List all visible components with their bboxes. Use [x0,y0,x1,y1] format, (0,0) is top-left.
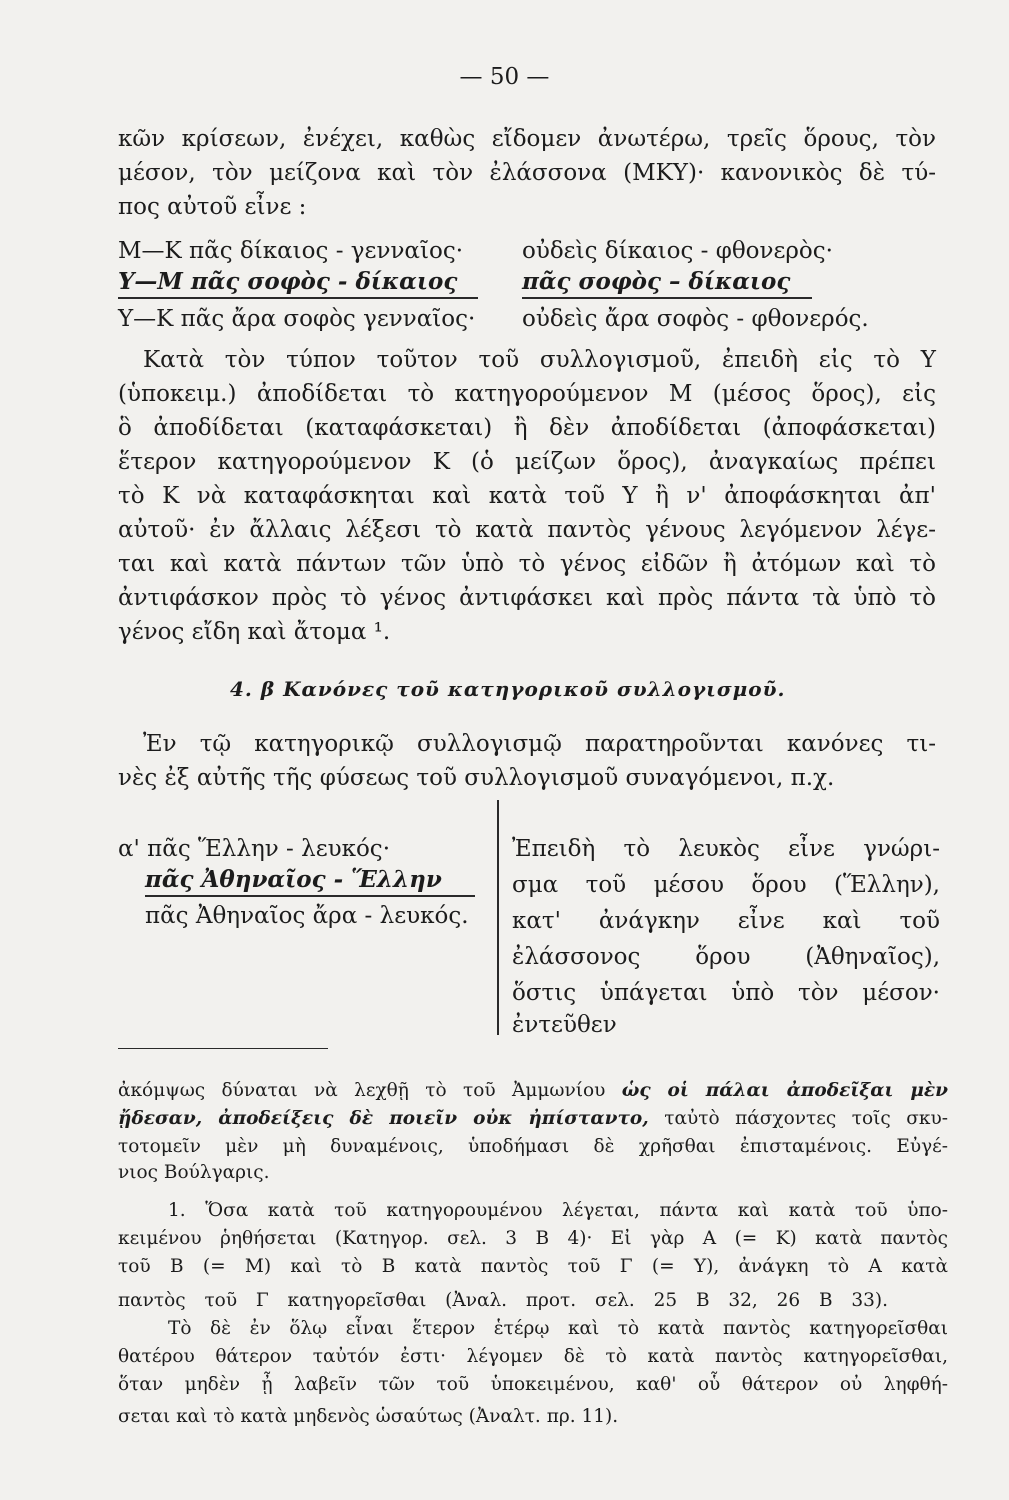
example-note-line: Ἐπειδὴ τὸ λευκὸς εἶνε γνώρι- [512,836,940,862]
example-premise-major: α' πᾶς Ἕλλην - λευκός· [118,836,391,862]
footnote-line: Τὸ δὲ ἐν ὅλῳ εἶναι ἕτερον ἑτέρῳ καὶ τὸ κατὰ παντὸς κατηγορεῖσθαι [168,1318,948,1339]
footnote-line: νιος Βούλγαρις. [118,1162,270,1183]
footnote-separator [118,1048,328,1049]
footnote-line: τοῦ Β (= Μ) καὶ τὸ Β κατὰ παντὸς τοῦ Γ (= Υ), ἀνάγκη τὸ Α κατὰ [118,1256,948,1277]
text-line: ὃ ἀποδίδεται (καταφάσκεται) ἢ δὲν ἀποδίδεται (ἀποφάσκεται) [118,415,936,441]
example-conclusion: πᾶς Ἀθηναῖος ἄρα - λευκός. [145,903,469,929]
text-line: γένος εἴδη καὶ ἄτομα ¹. [118,619,391,645]
example-rule [145,895,475,897]
text-line: ἀντιφάσκον πρὸς τὸ γένος ἀντιφάσκει καὶ πρὸς πάντα τὰ ὑπὸ τὸ [118,585,936,611]
footnote-line: 1. Ὅσα κατὰ τοῦ κατηγορουμένου λέγεται, πάντα καὶ κατὰ τοῦ ὑπο- [168,1200,948,1221]
text-line: ται καὶ κατὰ πάντων τῶν ὑπὸ τὸ γένος εἰδῶν ἢ ἀτόμων καὶ τὸ [118,551,936,577]
footnote-line: σεται καὶ τὸ κατὰ μηδενὸς ὡσαύτως (Ἀναλτ. πρ. 11). [118,1406,619,1427]
text-line: πος αὐτοῦ εἶνε : [118,194,307,220]
syllogism-rule-right [522,297,812,299]
syllogism-major-right: οὐδεὶς δίκαιος - φθονερὸς· [522,238,833,264]
syllogism-minor-left: Υ—Μ πᾶς σοφὸς - δίκαιος [118,268,458,295]
text-line: μέσον, τὸν μείζονα καὶ τὸν ἐλάσσονα (ΜΚΥ)· κανονικὸς δὲ τύ- [118,160,936,186]
text-line: Ἐν τῷ κατηγορικῷ συλλογισμῷ παρατηροῦνται κανόνες τι- [143,731,936,757]
example-note-line: κατ' ἀνάγκην εἶνε καὶ τοῦ [512,908,940,934]
example-note-line: σμα τοῦ μέσου ὅρου (Ἕλλην), [512,872,940,898]
syllogism-conclusion-right: οὐδεὶς ἄρα σοφὸς - φθονερός. [522,306,869,332]
example-note-line: ἐλάσσονος ὅρου (Ἀθηναῖος), [512,944,940,970]
footnote-line: τοτομεῖν μὲν μὴ δυναμένοις, ὑποδήμασι δὲ χρῆσθαι ἐπισταμένοις. Εὐγέ- [118,1136,948,1157]
text-line: (ὑποκειμ.) ἀποδίδεται τὸ κατηγορούμενον Μ (μέσος ὅρος), εἰς [118,381,936,407]
example-note-line: ἐντεῦθεν [512,1012,617,1038]
syllogism-minor-right: πᾶς σοφὸς – δίκαιος [522,268,791,295]
example-note-line: ὅστις ὑπάγεται ὑπὸ τὸν μέσον· [512,980,940,1006]
text-line: αὐτοῦ· ἐν ἄλλαις λέξεσι τὸ κατὰ παντὸς γένους λεγόμενον λέγε- [118,517,936,543]
footnote-line: παντὸς τοῦ Γ κατηγορεῖσθαι (Ἀναλ. προτ. σελ. 25 Β 32, 26 Β 33). [118,1290,888,1311]
text-line: τὸ Κ νὰ καταφάσκηται καὶ κατὰ τοῦ Υ ἢ ν' ἀποφάσκηται ἀπ' [118,483,936,509]
text-line: νὲς ἐξ αὐτῆς τῆς φύσεως τοῦ συλλογισμοῦ συναγόμενοι, π.χ. [118,765,835,791]
example-divider [497,800,499,1035]
syllogism-major-left: Μ—Κ πᾶς δίκαιος - γενναῖος· [118,238,464,264]
section-heading: 4. β Κανόνες τοῦ κατηγορικοῦ συλλογισμοῦ. [230,677,786,701]
page-number: — 50 — [459,64,550,90]
footnote-line: ἀκόμψως δύναται νὰ λεχθῇ τὸ τοῦ Ἀμμωνίου ὡς οἱ πάλαι ἀποδεῖξαι μὲν [118,1080,948,1101]
syllogism-rule-left [118,297,478,299]
example-premise-minor: πᾶς Ἀθηναῖος - Ἕλλην [145,866,442,893]
text-line: Κατὰ τὸν τύπον τοῦτον τοῦ συλλογισμοῦ, ἐπειδὴ εἰς τὸ Υ [143,347,936,373]
footnote-line: θατέρου θάτερον ταὐτόν ἐστι· λέγομεν δὲ τὸ κατὰ παντὸς κατηγορεῖσθαι, [118,1346,948,1367]
syllogism-conclusion-left: Υ—Κ πᾶς ἄρα σοφὸς γενναῖος· [118,306,476,332]
footnote-line: κειμένου ῥηθήσεται (Κατηγορ. σελ. 3 Β 4)· Εἰ γὰρ Α (= Κ) κατὰ παντὸς [118,1228,948,1249]
footnote-line: ᾔδεσαν, ἀποδείξεις δὲ ποιεῖν οὐκ ἠπίσταντο, ταὐτὸ πάσχοντες τοῖς σκυ- [118,1108,948,1129]
text-line: κῶν κρίσεων, ἐνέχει, καθὼς εἴδομεν ἀνωτέρω, τρεῖς ὅρους, τὸν [118,126,936,152]
text-line: ἕτερον κατηγορούμενον Κ (ὁ μείζων ὅρος), ἀναγκαίως πρέπει [118,449,936,475]
footnote-line: ὅταν μηδὲν ᾖ λαβεῖν τῶν τοῦ ὑποκειμένου, καθ' οὗ θάτερον οὐ ληφθή- [118,1374,948,1395]
